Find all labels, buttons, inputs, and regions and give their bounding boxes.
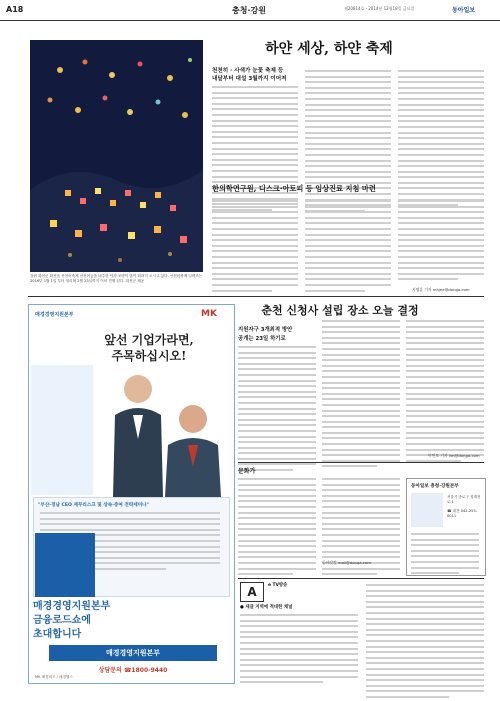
ad-cta-panel (35, 533, 95, 597)
ad-sponsor: MK 매경비즈 / 매경헬스 (35, 675, 73, 679)
events-divider (238, 462, 484, 463)
research-body-col3 (398, 200, 484, 284)
bureau-address: 서울시 종로구 청계천로 1 (447, 495, 481, 504)
chuncheon-body-col1 (238, 346, 316, 475)
ad-cta-2: 금융로드쇼에 (33, 615, 91, 626)
chuncheon-byline: 이인모 기자 lim@donga.com (428, 453, 480, 458)
ad-footer-brand[interactable]: 매경경영지원본부 (49, 645, 217, 661)
research-body-col2 (305, 200, 391, 295)
tv-divider (238, 578, 484, 579)
festival-photo (30, 40, 203, 272)
events-col1 (238, 478, 316, 579)
festival-lanterns-image (30, 40, 203, 272)
ad-people-image (93, 367, 233, 497)
tv-listing-col1 (240, 614, 358, 687)
chuncheon-headline: 춘천 신청사 설립 장소 오늘 결정 (261, 304, 419, 317)
tv-listing-col2 (366, 584, 484, 701)
section-divider (28, 296, 484, 297)
festival-subhead-2: 내달부터 대설 3월까지 이어져 (212, 76, 287, 82)
ad-seminar-title: "부산·경남 CEO 재무리스크 및 상속·증여 전략세미나" (38, 503, 150, 508)
research-byline: 지명훈 기자 mhjee@donga.com (412, 287, 470, 292)
chuncheon-subhead-2: 공개는 23일 하기로 (238, 336, 286, 342)
bureau-logo (411, 493, 443, 527)
bureau-phone[interactable]: ☎ 대전 042-253-0011 (447, 509, 478, 518)
photo-caption: 강원 화천군 화천읍 산천어축제 산천어등을 비추한 야경 조명이 많이 화려히 오시고 있다. 산천어축제 일렉조는 2016년 1월 1일 부터 열리며 2월 23일까지 이어 진행 된다. 화천군 제공 (30, 274, 203, 283)
section-title: 충청·강원 (232, 6, 266, 15)
ad-brand-top: 매경경영지원본부 (35, 312, 74, 318)
ad-cta-3: 초대합니다 (33, 629, 82, 640)
chuncheon-body-col3 (406, 320, 484, 465)
ad-mk-logo: MK (201, 309, 217, 319)
ad-left-panel (31, 365, 93, 495)
chuncheon-subhead-1: 지원자구 3개최적 방안 (238, 327, 293, 333)
bureau-box (406, 478, 486, 576)
ad-headline-2: 주목하십시오! (111, 349, 187, 363)
issue-meta: 제20814호 · 2014년 12월18일 금요일 (344, 6, 415, 11)
tv-channel-logo: A (240, 582, 264, 602)
bureau-title: 동아일보 충청·강원본부 (411, 484, 459, 489)
tv-listing-title: ● 새글 지역에 적대한 채널 (240, 605, 293, 610)
events-title: 문화가 (238, 468, 256, 475)
research-body-col1 (212, 200, 298, 295)
page-number: A18 (6, 5, 24, 14)
festival-body-col1 (212, 86, 298, 215)
advertisement[interactable] (28, 304, 235, 684)
festival-subhead-1: 천천히 · 사색가 눈꽃 축제 등 (212, 68, 284, 74)
tv-channel-title: e TV방송 (268, 583, 288, 588)
research-headline: 한의학연구원, 디스크·아토피 등 임상진료 지침 마련 (212, 184, 376, 193)
ad-phone[interactable]: 상담문의 ☎1800-9440 (98, 667, 168, 674)
festival-headline: 하얀 세상, 하얀 축제 (265, 41, 393, 57)
ad-headline-1: 앞선 기업가라면, (104, 333, 194, 347)
chuncheon-body-col2 (322, 320, 400, 471)
newspaper-logo: 동아일보 (452, 7, 476, 14)
events-byline: 동아닷컴 mail@donga.com (322, 560, 372, 565)
bureau-details (411, 533, 479, 578)
ad-cta-1: 매경경영지원본부 (33, 601, 111, 612)
page-header (0, 0, 500, 21)
